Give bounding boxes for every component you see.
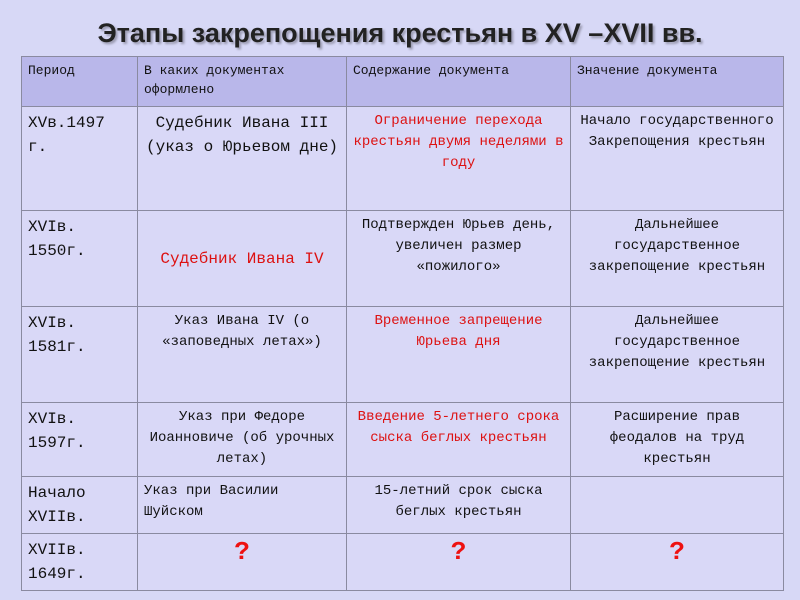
table-row bbox=[22, 477, 784, 534]
content-cell: Временное запрещение Юрьева дня bbox=[347, 307, 571, 403]
question-mark: ? bbox=[571, 534, 784, 591]
document-cell: Указ Ивана IV (о «заповедных летах») bbox=[138, 307, 347, 403]
table-header-row bbox=[22, 57, 784, 107]
document-cell: Судебник Ивана IV bbox=[138, 211, 347, 307]
content-cell: Ограничение перехода крестьян двумя неделями в году bbox=[347, 107, 571, 211]
period-cell: XVIв. 1581г. bbox=[22, 307, 138, 403]
period-cell: XVIв. 1597г. bbox=[22, 403, 138, 477]
content-cell: 15-летний срок сыска беглых крестьян bbox=[347, 477, 571, 534]
period-cell: XVв.1497 г. bbox=[22, 107, 138, 211]
period-cell: XVIIв. 1649г. bbox=[22, 534, 138, 591]
meaning-cell: Дальнейшее государственное закрепощение крестьян bbox=[571, 211, 784, 307]
document-cell: Указ при Василии Шуйском bbox=[138, 477, 347, 534]
table-row bbox=[22, 534, 784, 591]
header-meaning: Значение документа bbox=[571, 57, 784, 107]
meaning-cell: Дальнейшее государственное закрепощение крестьян bbox=[571, 307, 784, 403]
header-period: Период bbox=[22, 57, 138, 107]
content-cell: Введение 5-летнего срока сыска беглых крестьян bbox=[347, 403, 571, 477]
table-row bbox=[22, 307, 784, 403]
table-row bbox=[22, 107, 784, 211]
meaning-cell: Начало государственного Закрепощения крестьян bbox=[571, 107, 784, 211]
period-cell: XVIв. 1550г. bbox=[22, 211, 138, 307]
question-mark: ? bbox=[347, 534, 571, 591]
table-row bbox=[22, 211, 784, 307]
document-cell: Судебник Ивана III (указ о Юрьевом дне) bbox=[138, 107, 347, 211]
header-content: Содержание документа bbox=[347, 57, 571, 107]
content-cell: Подтвержден Юрьев день, увеличен размер «пожилого» bbox=[347, 211, 571, 307]
period-cell: Начало XVIIв. bbox=[22, 477, 138, 534]
page-title: Этапы закрепощения крестьян в XV –XVII вв. bbox=[97, 18, 703, 48]
meaning-cell bbox=[571, 477, 784, 534]
header-documents: В каких документах оформлено bbox=[138, 57, 347, 107]
meaning-cell: Расширение прав феодалов на труд крестьян bbox=[571, 403, 784, 477]
question-mark: ? bbox=[138, 534, 347, 591]
table-row bbox=[22, 403, 784, 477]
serfdom-stages-table bbox=[21, 56, 784, 591]
document-cell: Указ при Федоре Иоанновиче (об урочных летах) bbox=[138, 403, 347, 477]
